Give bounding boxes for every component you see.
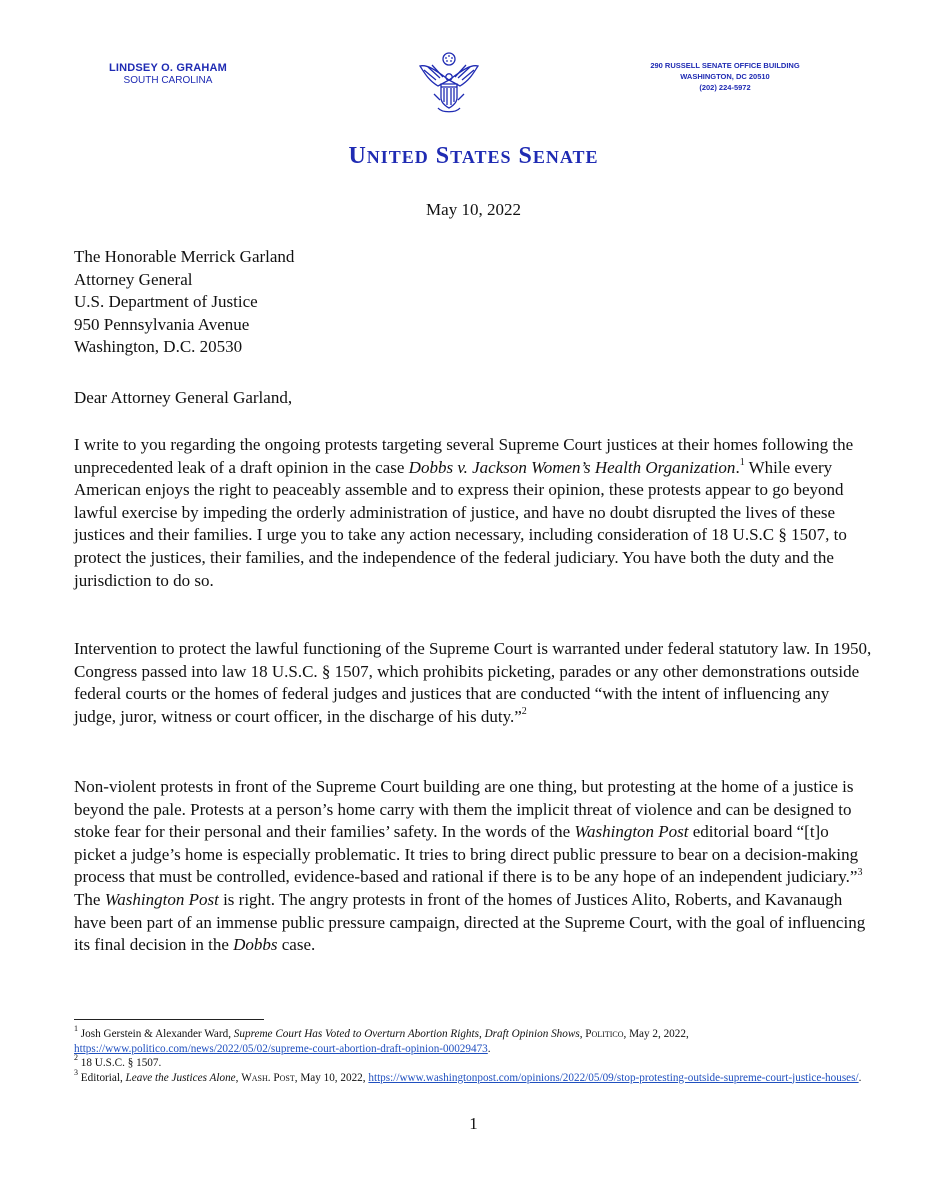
footnote-ref[interactable]: 1 xyxy=(739,456,745,468)
case-name: Dobbs v. Jackson Women’s Health Organization xyxy=(408,457,736,477)
recipient-line: Washington, D.C. 20530 xyxy=(74,337,243,356)
office-phone: (202) 224-5972 xyxy=(699,83,751,92)
letter-date: May 10, 2022 xyxy=(426,200,521,219)
letterhead-office-address xyxy=(630,60,820,93)
footnote-3-link[interactable]: https://www.washingtonpost.com/opinions/2022/05/09/stop-protesting-outside-supreme-court-justice-houses/ xyxy=(368,1071,859,1084)
sender-state: SOUTH CAROLINA xyxy=(123,75,213,86)
senate-title: UNITED STATES SENATE xyxy=(348,143,599,169)
footnote-ref[interactable]: 2 xyxy=(521,706,527,718)
publication-name: Washington Post xyxy=(104,889,219,909)
page-number: 1 xyxy=(469,1114,478,1133)
footnote-2: $^2$ 18 U.S.C. § 1507. xyxy=(74,1053,162,1069)
footnote-divider xyxy=(74,1019,264,1020)
footnote-3: $^3$ Editorial, Leave the Justices Alone, Wash. Post, May 10, 2022, https://www.washingtonpost.com/opinions/2022/05/09/stop-protesting-outside-supreme-court-justice-houses/. xyxy=(74,1067,862,1084)
recipient-line: U.S. Department of Justice xyxy=(74,292,258,311)
footnote-1-link[interactable]: https://www.politico.com/news/2022/05/02/supreme-court-abortion-draft-opinion-00029473 xyxy=(74,1042,488,1055)
office-line1: 290 RUSSELL SENATE OFFICE BUILDING xyxy=(650,61,800,70)
senate-seal-icon xyxy=(416,50,482,118)
footnote-1: $^1$ Josh Gerstein & Alexander Ward, Supreme Court Has Voted to Overturn Abortion Rights, Draft Opinion Shows, Politico, May 2, 2022, https://www.politico.com/news/2022/05/02/supreme-court-abortion-draft-opinion-00029473. xyxy=(74,1024,689,1055)
office-line2: WASHINGTON, DC 20510 xyxy=(680,72,770,81)
publication-name: Washington Post xyxy=(574,822,689,842)
case-name: Dobbs xyxy=(233,935,278,955)
footnote-ref[interactable]: 3 xyxy=(857,866,863,878)
sender-name: LINDSEY O. GRAHAM xyxy=(108,62,228,74)
recipient-line: Attorney General xyxy=(74,269,193,289)
recipient-line: The Honorable Merrick Garland xyxy=(74,247,295,266)
recipient-address xyxy=(74,246,294,359)
recipient-line: 950 Pennsylvania Avenue xyxy=(74,314,250,334)
body-paragraph-2: Intervention to protect the lawful functioning of the Supreme Court is warranted under federal statutory law. In 1950, Congress passed into law 18 U.S.C. § 1507, which prohibits picketing, parades or any other demonstrations outside federal courts or the homes of federal judges and justices that are conducted “with the intent of influencing any judge, juror, witness or court officer, in the discharge of his duty.”$^2$ xyxy=(74,639,872,726)
body-paragraph-1: I write to you regarding the ongoing protests targeting several Supreme Court justices at their homes following the unprecedented leak of a draft opinion in the case Dobbs v. Jackson Women’s Health Organization.$^1$ While every American enjoys the right to peaceably assemble and to express their opinion, these protests appear to go beyond lawful exercise by impeding the orderly administration of justice, and have no doubt disrupted the lives of these justices and their families. I urge you to take any action necessary, including consideration of 18 U.S.C § 1507, to protect the justices, their families, and the independence of the federal judiciary. You have both the duty and the jurisdiction to do so. xyxy=(74,435,854,590)
footnotes xyxy=(74,1024,884,1085)
body-paragraph-3: Non-violent protests in front of the Supreme Court building are one thing, but protesting at the home of a justice is beyond the pale. Protests at a person’s home carry with them the implicit threat of violence and can be designed to stoke fear for their personal and their families’ safety. In the words of the Washington Post editorial board “[t]o picket a judge’s home is especially problematic. It tries to bring direct public pressure to bear on a decision-making process that must be controlled, evidence-based and rational if there is to be any hope of an independent judiciary.”$^3$ The Washington Post is right. The angry protests in front of the homes of Justices Alito, Roberts, and Kavanaugh have been part of an immense public pressure campaign, directed at the Supreme Court, with the goal of influencing its final decision in the Dobbs case. xyxy=(74,777,866,955)
salutation: Dear Attorney General Garland, xyxy=(74,388,293,407)
letterhead-sender xyxy=(88,62,248,86)
